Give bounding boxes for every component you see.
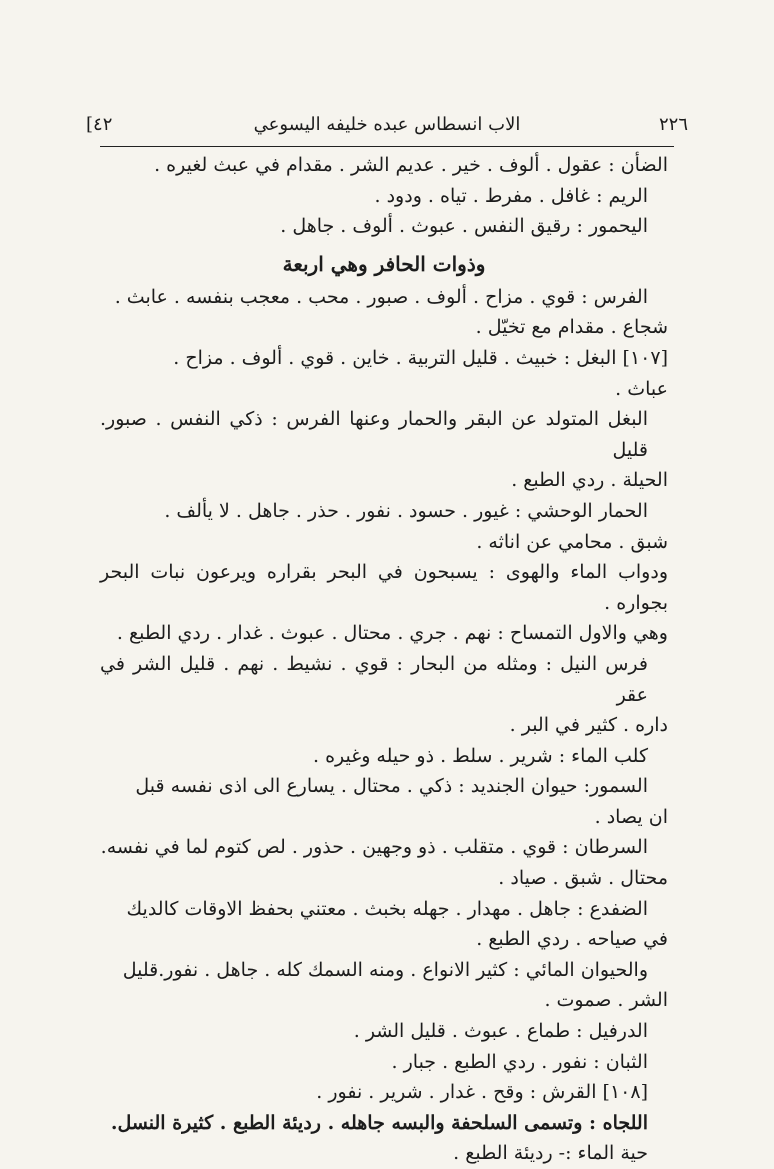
text-line: حية الماء :- رديئة الطبع .	[453, 1142, 648, 1165]
text-line: السرطان : قوي . متقلب . ذو وجهين . حذور . لص كتوم لما في نفسه.	[100, 836, 648, 859]
text-line: وهي والاول التمساح : نهم . جري . محتال . عبوث . غدار . ردي الطبع .	[116, 622, 668, 645]
text-line: في صياحه . ردي الطبع .	[476, 928, 668, 951]
running-title: الاب انسطاس عبده خليفه اليسوعي	[253, 114, 521, 135]
text-line: ان يصاد .	[594, 805, 668, 828]
header-bracket: [٤٢	[86, 114, 113, 135]
section-heading: وذوات الحافر وهي اربعة	[282, 251, 486, 276]
page-body	[100, 150, 668, 1169]
text-line: والحيوان المائي : كثير الانواع . ومنه السمك كله . جاهل . نفور.قليل	[122, 958, 648, 981]
text-line: فرس النيل : ومثله من البحار : قوي . نشيط . نهم . قليل الشر في عقر	[100, 652, 648, 706]
text-line: شجاع . مقدام مع تخيّل .	[475, 316, 668, 339]
page-header	[78, 110, 696, 140]
text-line: الضفدع : جاهل . مهدار . جهله بخبث . معتني بحفظ الاوقات كالديك	[126, 897, 648, 920]
text-line: البغل المتولد عن البقر والحمار وعنها الفرس : ذكي النفس . صبور. قليل	[100, 408, 648, 461]
text-line: اليحمور : رقيق النفس . عبوث . ألوف . جاهل .	[280, 215, 648, 238]
text-line: الحيلة . ردي الطبع .	[511, 469, 668, 492]
text-line: الفرس : قوي . مزاح . ألوف . صبور . محب . معجب بنفسه . عابث .	[114, 285, 648, 308]
text-line: الريم : غافل . مفرط . تياه . ودود .	[374, 184, 648, 207]
text-line: محتال . شبق . صياد .	[498, 867, 668, 890]
text-line: اللجاه : وتسمى السلحفة والبسه جاهله . رديئة الطبع . كثيرة النسل.	[110, 1111, 648, 1134]
text-line: [١٠٨] القرش : وقح . غدار . شرير . نفور .	[316, 1081, 648, 1104]
text-line: الشر . صموت .	[544, 989, 668, 1012]
text-line: شبق . محامي عن اناثه .	[476, 530, 668, 553]
text-line: الضأن : عقول . ألوف . خير . عديم الشر . مقدام في عبث لغيره .	[154, 154, 668, 176]
text-line: الثبان : نفور . ردي الطبع . جبار .	[391, 1050, 648, 1073]
text-line: [١٠٧] البغل : خبيث . قليل التربية . خاين . قوي . ألوف . مزاح .	[173, 346, 668, 369]
text-line: ودواب الماء والهوى : يسبحون في البحر بقراره ويرعون نبات البحر بجواره .	[100, 561, 668, 614]
text-line: كلب الماء : شرير . سلط . ذو حيله وغيره .	[313, 744, 648, 767]
text-line: داره . كثير في البر .	[509, 714, 668, 737]
text-line: الدرفيل : طماع . عبوث . قليل الشر .	[353, 1020, 648, 1043]
header-rule	[100, 146, 674, 147]
text-line: الحمار الوحشي : غيور . حسود . نفور . حذر . جاهل . لا يألف .	[164, 499, 648, 522]
page-number: ٢٢٦	[658, 114, 688, 135]
text-line: السمور: حيوان الجنديد : ذكي . محتال . يسارع الى اذى نفسه قبل	[135, 775, 648, 798]
text-line: عباث .	[615, 377, 668, 400]
